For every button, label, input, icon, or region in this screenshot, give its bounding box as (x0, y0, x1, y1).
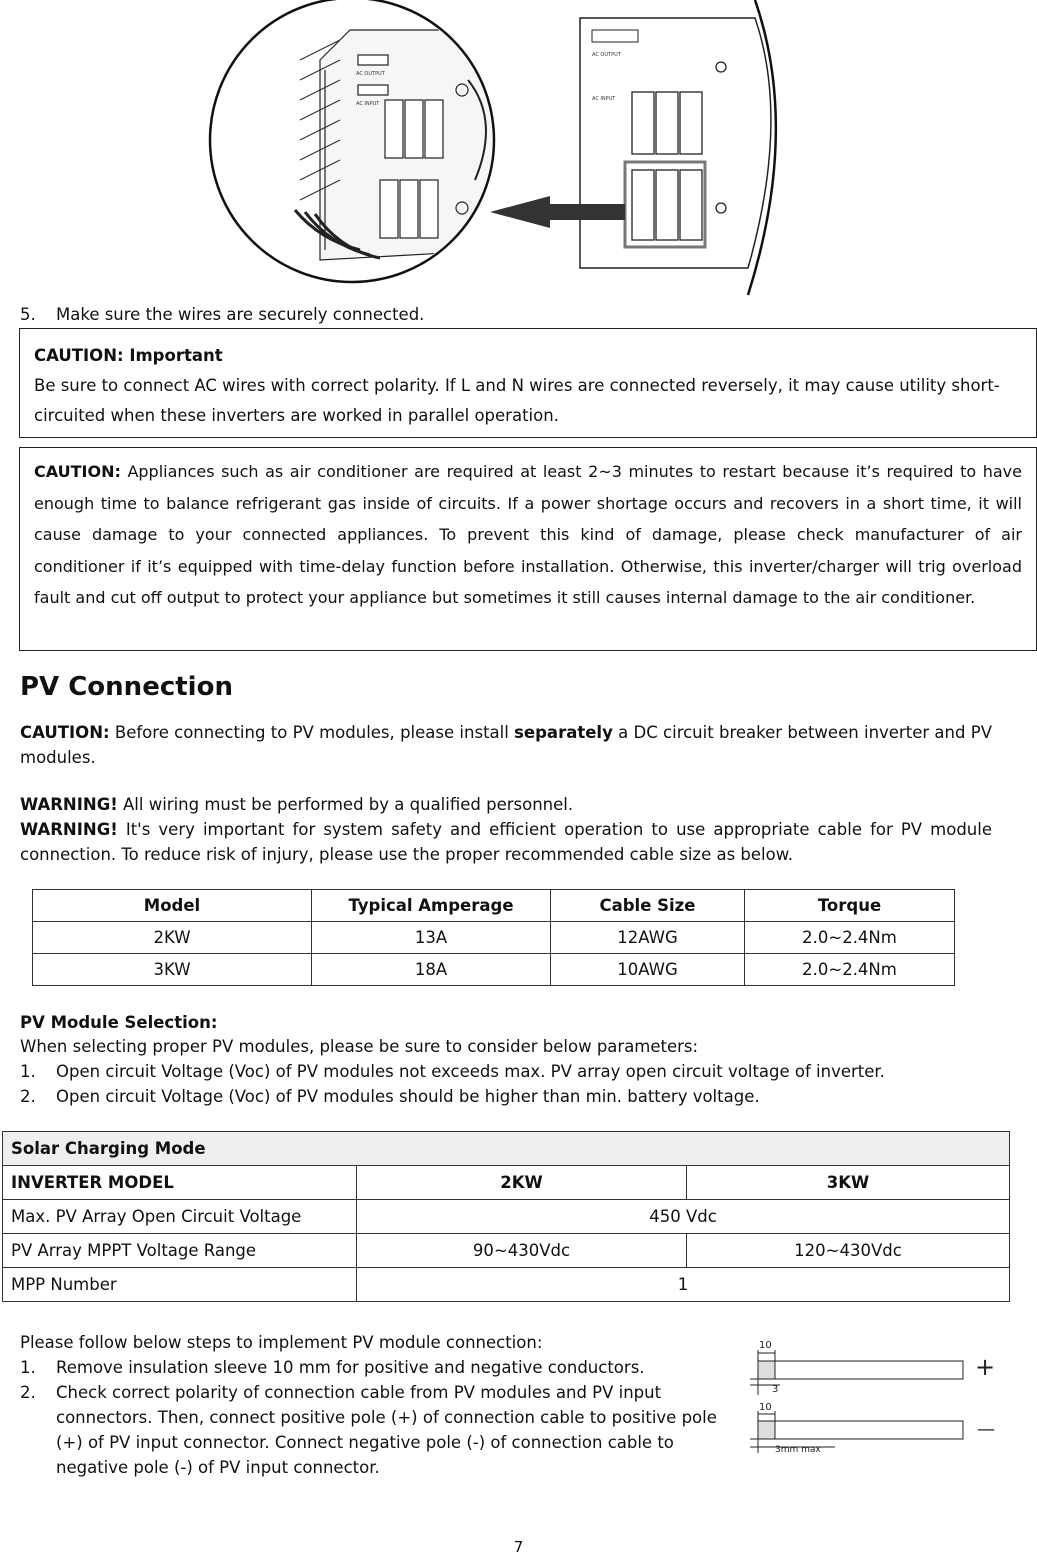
table-cell: 120~430Vdc (687, 1234, 1010, 1268)
table-cell: MPP Number (3, 1268, 357, 1302)
dimension-3mm-max: 3mm max (775, 1445, 821, 1455)
table-cell: 2.0~2.4Nm (745, 922, 955, 954)
cable-table-header: Cable Size (551, 890, 745, 922)
list-item (20, 1380, 730, 1480)
list-item-number: 2. (20, 1087, 36, 1106)
caution-important-title: CAUTION: Important (34, 346, 223, 365)
table-cell: 450 Vdc (357, 1200, 1010, 1234)
caution-important-body: Be sure to connect AC wires with correct polarity. If L and N wires are connected reversely, it may cause utility short-circuited when these inverters are worked in parallel operation. (34, 376, 1000, 425)
pv-caution (20, 720, 992, 770)
minus-sign: — (977, 1419, 995, 1440)
table-cell: 12AWG (551, 922, 745, 954)
table-cell: 90~430Vdc (357, 1234, 687, 1268)
pv-caution-pre: Before connecting to PV modules, please install (109, 723, 515, 742)
plus-sign: + (975, 1353, 996, 1381)
solar-table-title: Solar Charging Mode (3, 1132, 1010, 1166)
table-cell: 2.0~2.4Nm (745, 954, 955, 986)
list-item (20, 1062, 885, 1081)
model-2kw: 2KW (357, 1166, 687, 1200)
caution-aircon-body: Appliances such as air conditioner are required at least 2~3 minutes to restart because it’s required to have enough time to balance refrigerant gas inside of circuits. If a power shortage occurs and recovers in a short time, it will cause damage to your connected appliances. To prevent this kind of damage, please check manufacturer of air conditioner if it’s equipped with time-delay function before installation. Otherwise, this inverter/charger will trig overload fault and cut off output to protect your appliance but sometimes it still causes internal damage to the air conditioner. (34, 462, 1022, 607)
pv-connection-steps (20, 1330, 730, 1480)
table-cell: 10AWG (551, 954, 745, 986)
ac-input-label: AC INPUT (592, 96, 616, 102)
table-cell: 1 (357, 1268, 1010, 1302)
table-cell: Max. PV Array Open Circuit Voltage (3, 1200, 357, 1234)
wire-strip-diagram (745, 1335, 1005, 1465)
caution-aircon-box (19, 447, 1037, 651)
warning-1-text: All wiring must be performed by a qualified personnel. (117, 795, 574, 814)
warning-1-label: WARNING! (20, 795, 118, 814)
caution-aircon-label: CAUTION: (34, 462, 121, 481)
inverter-model-label: INVERTER MODEL (3, 1166, 357, 1200)
list-item-text: Check correct polarity of connection cable from PV modules and PV input connectors. Then, connect positive pole (+) of connection cable to positive pole (+) of PV input connector. Connect negative pole (-) of connection cable to negative pole (-) of PV input connector. (56, 1383, 717, 1477)
list-item-text: Open circuit Voltage (Voc) of PV modules not exceeds max. PV array open circuit voltage of inverter. (56, 1062, 885, 1081)
cable-table-header: Model (33, 890, 312, 922)
table-row (33, 954, 955, 986)
table-cell: PV Array MPPT Voltage Range (3, 1234, 357, 1268)
list-item-number: 1. (20, 1358, 36, 1377)
list-item-number: 2. (20, 1383, 36, 1402)
warning-2-text: It's very important for system safety and efficient operation to use appropriate cable for PV module connection. To reduce risk of injury, please use the proper recommended cable size as below. (20, 820, 992, 864)
list-item-number: 1. (20, 1062, 36, 1081)
module-selection-intro: When selecting proper PV modules, please be sure to consider below parameters: (20, 1037, 699, 1056)
table-row (3, 1200, 1010, 1234)
table-row (3, 1268, 1010, 1302)
dimension-3: 3 (772, 1384, 779, 1395)
solar-table-title-row (3, 1132, 1010, 1166)
solar-charging-table (2, 1131, 1010, 1302)
pv-connection-title: PV Connection (20, 672, 233, 702)
pv-warning-2 (20, 817, 992, 867)
ac-output-label-small: AC OUTPUT (356, 71, 385, 77)
ac-input-label-small: AC INPUT (356, 101, 380, 107)
warning-2-label: WARNING! (20, 820, 118, 839)
steps-intro: Please follow below steps to implement PV module connection: (20, 1333, 543, 1352)
pv-caution-post: a DC circuit breaker between inverter and PV modules. (20, 723, 992, 767)
cable-size-table (32, 889, 955, 986)
table-cell: 13A (312, 922, 551, 954)
table-cell: 18A (312, 954, 551, 986)
caution-important-box (19, 328, 1037, 438)
terminal-wiring-illustration (200, 0, 800, 300)
step-5-text: Make sure the wires are securely connected. (56, 305, 425, 324)
ac-output-label: AC OUTPUT (592, 52, 621, 58)
list-item (20, 1087, 760, 1106)
page-number: 7 (513, 1538, 524, 1556)
table-row (3, 1234, 1010, 1268)
step-5-number: 5. (20, 305, 36, 324)
cable-table-header: Torque (745, 890, 955, 922)
cable-table-header-row (33, 890, 955, 922)
pv-caution-label: CAUTION: (20, 723, 110, 742)
pv-warning-1 (20, 792, 992, 817)
model-3kw: 3KW (687, 1166, 1010, 1200)
dimension-10-top: 10 (759, 1340, 772, 1351)
module-selection-title: PV Module Selection: (20, 1013, 218, 1032)
list-item (20, 1355, 730, 1380)
table-cell: 2KW (33, 922, 312, 954)
table-cell: 3KW (33, 954, 312, 986)
pv-caution-bold: separately (514, 723, 613, 742)
list-item-text: Open circuit Voltage (Voc) of PV modules should be higher than min. battery voltage. (56, 1087, 760, 1106)
cable-table-header: Typical Amperage (312, 890, 551, 922)
step-5 (20, 305, 424, 324)
table-row (33, 922, 955, 954)
list-item-text: Remove insulation sleeve 10 mm for positive and negative conductors. (56, 1358, 645, 1377)
dimension-10-bottom: 10 (759, 1402, 772, 1413)
table-row (3, 1166, 1010, 1200)
